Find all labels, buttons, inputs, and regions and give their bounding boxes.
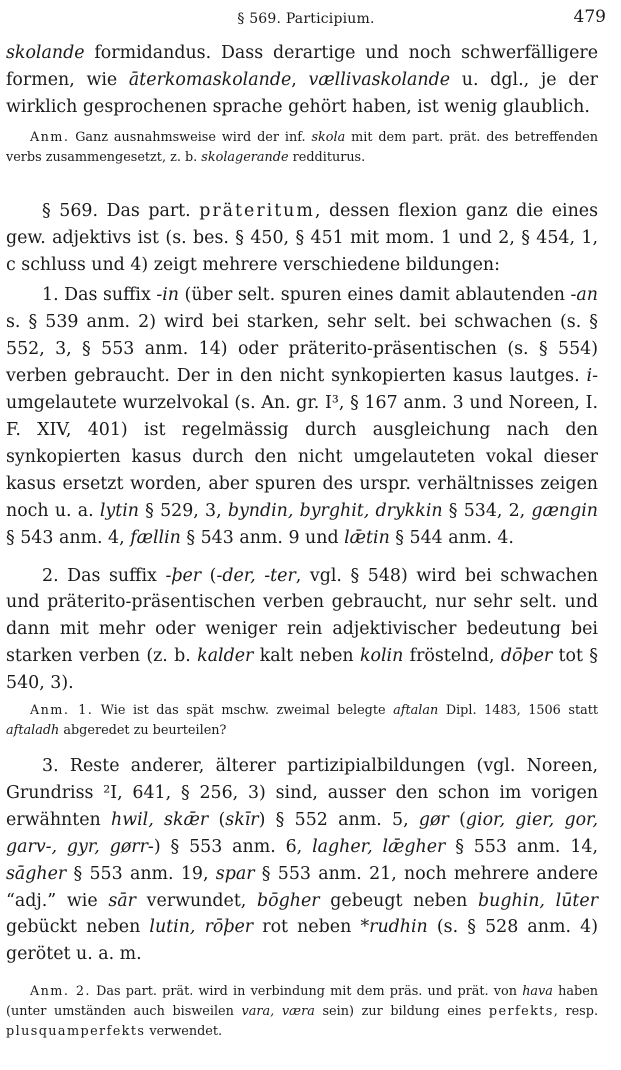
text-run: verwendet. (145, 1024, 223, 1040)
page-text (6, 40, 598, 1042)
text-run: gebückt neben (6, 917, 150, 938)
italic-word: hwil, skǣr (111, 809, 209, 830)
italic-word: gængin (531, 500, 598, 521)
text-run: verwundet, (135, 890, 258, 911)
continuation-paragraph (6, 40, 598, 121)
italic-word: -þer (165, 565, 202, 586)
italic-word: lagher, lǣgher (312, 836, 446, 857)
annotation-note (6, 701, 598, 741)
running-title: § 569. Participium. (237, 11, 375, 27)
item-1-paragraph (6, 282, 598, 551)
italic-word: fællin (130, 527, 181, 548)
italic-word: skolande (6, 43, 85, 63)
text-run: tot § 540, 3). (6, 646, 598, 694)
text-run: , dessen flexion ganz die eines gew. adjektivs ist (s. bes. § 450, § 451 mit mom. 1 und 2, § 454, 1, c schluss und 4) zeigt mehrere verschiedene bildungen: (6, 200, 598, 275)
italic-word: byndin, byrghit, drykkin (227, 500, 443, 521)
italic-word: aftaladh (6, 723, 60, 739)
text-run: , vgl. § 548) wird bei schwachen und präterito-präsentischen verben gebraucht, nur sehr selt. und dann mit mehr oder weniger rein adjektivischer bedeutung bei starken verben (z. b. (6, 565, 598, 667)
text-run: § 529, 3, (138, 500, 228, 521)
annotation-note (6, 128, 598, 168)
text-run: ( (208, 809, 226, 830)
text-run: 2. Das suffix (42, 565, 166, 586)
italic-word: kalder (197, 646, 254, 667)
italic-word: lutin, rōþer (149, 917, 254, 938)
item-3-paragraph (6, 753, 598, 968)
running-header (6, 4, 606, 32)
italic-word: vællivaskolande (308, 69, 451, 90)
italic-word: i (586, 366, 593, 387)
text-run: Ganz ausnahmsweise wird der inf. (69, 129, 312, 145)
text-run: rot neben (253, 917, 361, 938)
text-run: sein) zur bildung eines (314, 1004, 489, 1020)
text-run: Das part. (97, 200, 200, 221)
italic-word: dōþer (500, 646, 553, 667)
text-run: § 534, 2, (442, 500, 532, 521)
text-run: kalt neben (253, 646, 360, 667)
text-run: § 553 anm. 21, noch mehrere andere “adj.” wie (6, 863, 598, 911)
italic-word: sār (108, 890, 136, 911)
text-run: (s. § 528 anm. 4) gerötet u. a. m. (6, 917, 598, 965)
text-run: ( (448, 809, 466, 830)
text-run: mit dem part. prät. des betreffenden verbs zusammengesetzt, z. b. (6, 129, 598, 165)
italic-word: gør (418, 809, 449, 830)
italic-word: lǣtin (344, 527, 390, 548)
italic-word: skolagerande (201, 149, 289, 165)
text-run: ) § 552 anm. 5, (258, 809, 419, 830)
italic-word: sāgher (6, 863, 67, 884)
italic-word: *rudhin (360, 917, 428, 938)
text-run: fröstelnd, (403, 646, 501, 667)
italic-word: -an (570, 285, 598, 306)
text-run: § 553 anm. 19, (66, 863, 216, 884)
text-run: , (291, 69, 309, 90)
italic-word: spar (215, 863, 255, 884)
text-run: u. dgl., je der wirklich gesprochenen sprache gehört haben, ist wenig glaublich. (6, 69, 598, 117)
text-run: Wie ist das spät mschw. zweimal belegte (93, 703, 394, 719)
text-run: s. § 539 anm. 2) wird bei starken, sehr selt. bei schwachen (s. § 552, 3, § 553 anm. 14) oder präterito-präsentischen (s. § 554) verben gebraucht. Der in den nicht synkopierten kasus lautges. (6, 312, 598, 387)
text-run: -umgelautete wurzelvokal (s. An. gr. I³, § 167 anm. 3 und Noreen, I. F. XIV, 401) ist regelmässig durch ausgleichung nach den synkopierten kasus durch den nicht umgelauteten vokal dieser kasus ersetzt worden, aber spuren des urspr. verhältnisses zeigen noch u. a. (6, 366, 598, 521)
page-number: 479 (573, 7, 606, 27)
italic-word: bōgher (257, 890, 320, 911)
italic-word: -der, -ter (216, 565, 296, 586)
text-run: , resp. (553, 1004, 599, 1020)
note-label: Anm. (30, 129, 70, 145)
italic-word: skīr (225, 809, 259, 830)
italic-word: kolin (359, 646, 404, 667)
note-label: Anm. 2. (30, 984, 91, 1000)
section-number: § 569. (42, 200, 98, 221)
annotation-note (6, 982, 598, 1042)
spaced-term: plusquamperfekts (6, 1024, 146, 1040)
item-2-paragraph (6, 563, 598, 698)
text-run: (über selt. spuren eines damit ablautenden (179, 285, 571, 306)
italic-word: bughin, lūter (478, 890, 599, 911)
text-run: ( (201, 565, 217, 586)
text-run: Das part. prät. wird in verbindung mit dem präs. und prät. von (90, 984, 523, 1000)
italic-word: āterkomaskolande (128, 69, 292, 90)
text-run: 1. Das suffix (42, 285, 157, 306)
italic-word: gior, gier, gor, garv-, gyr, gørr- (6, 809, 598, 857)
text-run: § 543 anm. 9 und (180, 527, 345, 548)
text-run: § 544 anm. 4. (389, 527, 514, 548)
text-run: § 553 anm. 14, (445, 836, 599, 857)
spaced-term: perfekts (488, 1004, 554, 1020)
italic-word: skola (311, 129, 346, 145)
text-run: Dipl. 1483, 1506 statt (438, 703, 599, 719)
text-run: formidandus. Dass derartige und noch schwerfälligere formen, wie (6, 43, 598, 90)
italic-word: vara, væra (241, 1004, 315, 1020)
text-run: abgeredet zu beurteilen? (59, 723, 227, 739)
italic-word: lytin (99, 500, 139, 521)
spaced-term: präteritum (199, 200, 315, 221)
text-run: gebeugt neben (319, 890, 478, 911)
text-run: § 543 anm. 4, (6, 527, 131, 548)
note-label: Anm. 1. (30, 703, 94, 719)
text-run: 3. Reste anderer, älterer partizipialbildungen (vgl. Noreen, Grundriss ²I, 641, § 256, 3) sind, ausser den schon im vorigen erwähnten (6, 756, 598, 830)
italic-word: -in (156, 285, 179, 306)
section-paragraph (6, 198, 598, 279)
text-run: redditurus. (288, 149, 366, 165)
italic-word: aftalan (393, 703, 439, 719)
text-run: ) § 553 anm. 6, (153, 836, 313, 857)
text-run: haben (unter umständen auch bisweilen (6, 984, 599, 1020)
italic-word: hava (522, 984, 553, 1000)
